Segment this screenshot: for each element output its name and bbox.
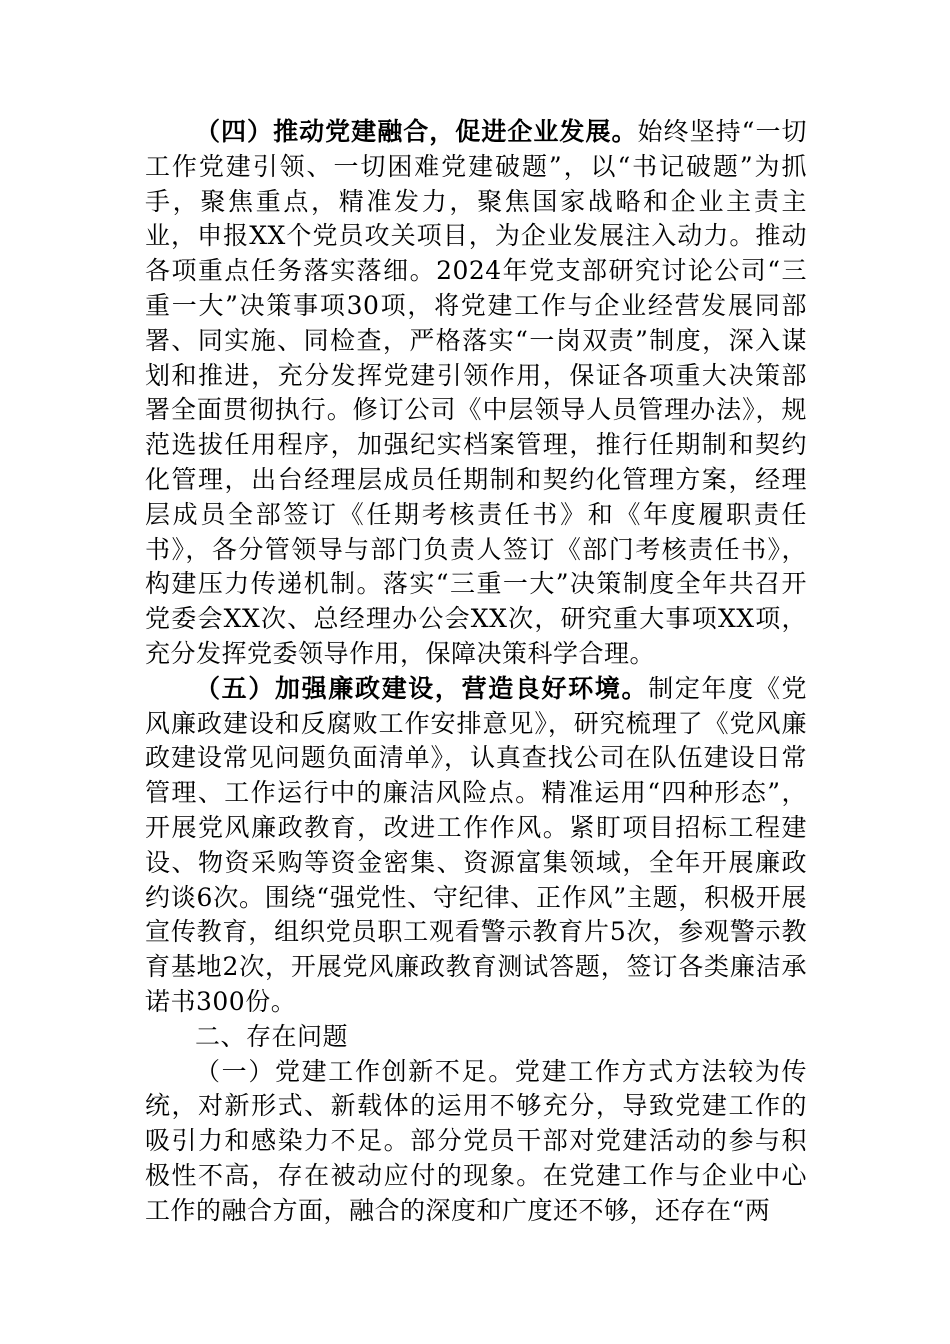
paragraph-lead: （五）加强廉政建设，营造良好环境。	[195, 673, 649, 703]
paragraph-lead: （一）党建工作创新不足。	[195, 1056, 515, 1086]
paragraph-body: 始终坚持“一切工作党建引领、一切困难党建破题”，以“书记破题”为抓手，聚焦重点，精准发力，聚焦国家战略和企业主责主业，申报XX个党员攻关项目，为企业发展注入动力。推动各项重点任务落实落细。2024年党支部研究讨论公司“三重一大”决策事项30项，将党建工作与企业经营发展同部署、同实施、同检查，严格落实“一岗双责”制度，深入谋划和推进，充分发挥党建引领作用，保证各项重大决策部署全面贯彻执行。修订公司《中层领导人员管理办法》，规范选拔任用程序，加强纪实档案管理，推行任期制和契约化管理，出台经理层成员任期制和契约化管理方案，经理层成员全部签订《任期考核责任书》和《年度履职责任书》，各分管领导与部门负责人签订《部门考核责任书》，构建压力传递机制。落实“三重一大”决策制度全年共召开党委会XX次、总经理办公会XX次，研究重大事项XX项，充分发挥党委领导作用，保障决策科学合理。	[145, 117, 807, 668]
paragraph-body: 制定年度《党风廉政建设和反腐败工作安排意见》，研究梳理了《党风廉政建设常见问题负面清单》，认真查找公司在队伍建设日常管理、工作运行中的廉洁风险点。精准运用“四种形态”，开展党风廉政教育，改进工作作风。紧盯项目招标工程建设、物资采购等资金密集、资源富集领域，全年开展廉政约谈6次。围绕“强党性、守纪律、正作风”主题，积极开展宣传教育，组织党员职工观看警示教育片5次，参观警示教育基地2次，开展党风廉政教育测试答题，签订各类廉洁承诺书300份。	[145, 673, 807, 1016]
section-heading: 二、存在问题	[195, 1021, 349, 1051]
paragraph-body: 党建工作方式方法较为传统，对新形式、新载体的运用不够充分，导致党建工作的吸引力和感染力不足。部分党员干部对党建活动的参与积极性不高，存在被动应付的现象。在党建工作与企业中心工作的融合方面，融合的深度和广度还不够，还存在“两	[145, 1056, 807, 1225]
paragraph-lead: （四）推动党建融合，促进企业发展。	[195, 117, 638, 146]
document-page	[145, 115, 807, 1229]
paragraph-issue-innovation	[145, 1055, 807, 1229]
paragraph-party-integration	[145, 115, 807, 672]
paragraph-integrity-building	[145, 672, 807, 1020]
